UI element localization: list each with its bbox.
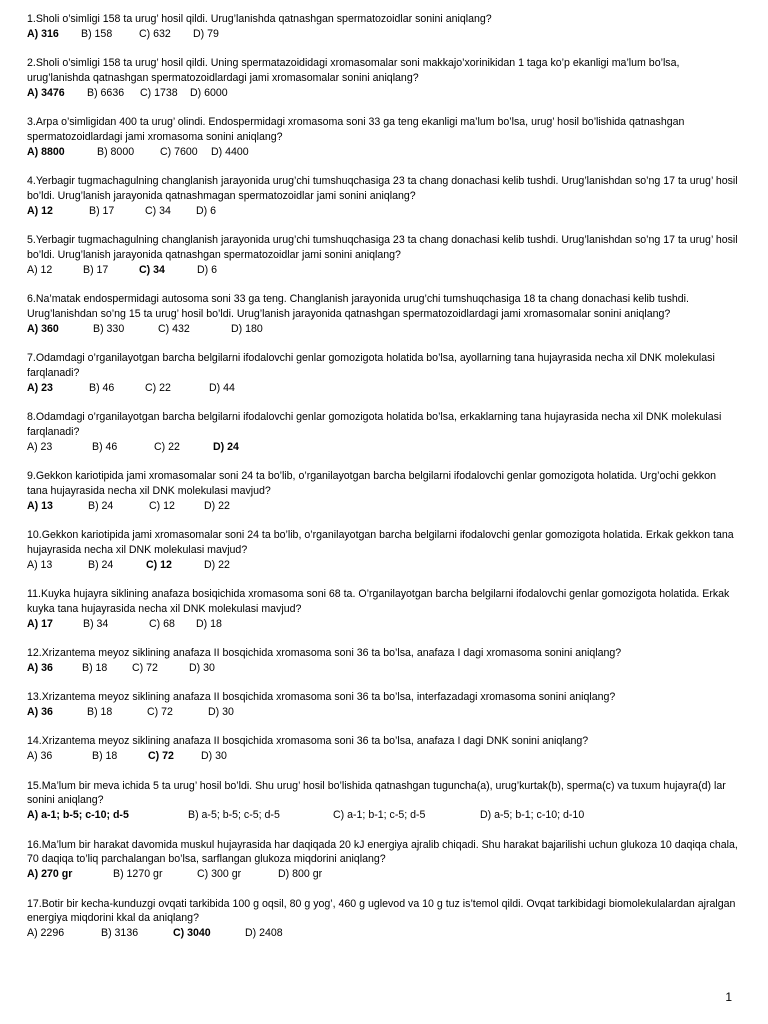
answer-option: C) 68 [149, 617, 175, 630]
answer-options [27, 263, 739, 278]
answer-option: C) a-1; b-1; c-5; d-5 [333, 809, 426, 822]
answer-option-correct: A) 8800 [27, 145, 65, 158]
question-text: 7.Odamdagi o’rganilayotgan barcha belgilarni ifodalovchi genlar gomozigota holatida bo’lsa, ayollarning tana hujayrasida necha xil DNK molekulasi farqlanadi? [27, 352, 715, 379]
answer-option: A) 2296 [27, 927, 65, 940]
question-text: 17.Botir bir kecha-kunduzgi ovqati tarkibida 100 g oqsil, 80 g yog’, 460 g uglevod va 10 g tuz is’temol qildi. Ovqat tarkibidagi biomolekulalardan ajralgan energiya miqdorini kkal da aniqlang? [27, 897, 736, 925]
question-text: 13.Xrizantema meyoz siklining anafaza II bosqichida xromasoma soni 36 ta bo’lsa, interfazadagi xromasoma sonini aniqlang? [27, 691, 616, 704]
answer-option-correct: A) a-1; b-5; c-10; d-5 [27, 809, 129, 822]
question-block [27, 233, 739, 277]
question-block [27, 469, 739, 513]
answer-options [27, 926, 739, 941]
question-text: 4.Yerbagir tugmachagulning changlanish jarayonida urug’chi tumshuqchasiga 23 ta chang donachasi kelib tushdi. Urug’lanishdan so’ng 17 ta urug’ hosil bo’ldi. Urug’lanish jarayonida qatnashmagan spermatozoidlar jami sonini aniqlang? [27, 175, 738, 202]
answer-option-correct: A) 13 [27, 499, 53, 512]
answer-option: B) a-5; b-5; c-5; d-5 [188, 809, 280, 822]
answer-option: D) 180 [231, 322, 263, 335]
answer-option: D) a-5; b-1; c-10; d-10 [480, 809, 585, 822]
answer-option: C) 72 [147, 706, 173, 719]
question-block [27, 587, 739, 631]
question-text: 1.Sholi o’simligi 158 ta urug’ hosil qildi. Urug’lanishda qatnashgan spermatozoidlar sonini aniqlang? [27, 13, 492, 25]
answer-option-correct: D) 24 [213, 440, 239, 453]
answer-option: C) 72 [132, 661, 158, 674]
answer-option: B) 18 [87, 706, 113, 719]
answer-option: A) 23 [27, 440, 53, 453]
answer-option-correct: C) 34 [139, 263, 165, 276]
answer-option: D) 22 [204, 558, 230, 571]
answer-option: C) 432 [158, 322, 190, 335]
answer-option: D) 79 [193, 27, 219, 40]
question-block [27, 410, 739, 454]
answer-option: A) 36 [27, 750, 53, 763]
question-block [27, 690, 739, 720]
answer-option-correct: A) 3476 [27, 86, 65, 99]
answer-option: D) 6 [196, 204, 217, 217]
answer-option-correct: A) 23 [27, 381, 53, 394]
answer-option: D) 4400 [211, 145, 249, 158]
answer-options [27, 867, 739, 882]
question-block [27, 646, 739, 676]
answer-option-correct: C) 12 [146, 558, 172, 571]
answer-options [27, 558, 739, 573]
answer-option: D) 30 [189, 661, 215, 674]
answer-option: B) 8000 [97, 145, 135, 158]
question-text: 16.Ma’lum bir harakat davomida muskul hujayrasida har daqiqada 20 kJ energiya ajralib chiqadi. Shu harakat bajarilishi uchun glukoza 10 daqiqa chala, 70 daqiqa to’liq parchalangan bo’lsa, sarflangan glukoza miqdorini aniqlang? [27, 838, 738, 866]
answer-option: B) 46 [89, 381, 115, 394]
answer-option: D) 30 [208, 706, 234, 719]
question-text: 6.Na’matak endospermidagi autosoma soni 33 ga teng. Changlanish jarayonida urug’chi tumshuqchasiga 18 ta chang donachasi kelib tushdi. Urug’lanishdan so’ng 15 ta urug’ hosil bo’ldi. Urug’lanish jarayonida qatnashgan spermatozoidlardagi jami xromasomalar sonini aniqlang? [27, 293, 689, 320]
answer-option: B) 158 [81, 27, 113, 40]
answer-option-correct: A) 36 [27, 706, 53, 719]
answer-option: B) 17 [89, 204, 115, 217]
answer-options [27, 808, 739, 823]
answer-option-correct: A) 316 [27, 27, 59, 40]
answer-option: D) 6 [197, 263, 218, 276]
answer-option: B) 330 [93, 322, 125, 335]
answer-option: B) 17 [83, 263, 109, 276]
answer-option: C) 300 gr [197, 868, 242, 881]
question-text: 3.Arpa o’simligidan 400 ta urug’ olindi. Endospermidagi xromasoma soni 33 ga teng ekanligi ma’lum bo’lsa, urug’ hosil bo’lishida qatnashgan spermatozoidlardagi jami xromasoma sonini aniqlang? [27, 116, 685, 143]
question-text: 5.Yerbagir tugmachagulning changlanish jarayonida urug’chi tumshuqchasiga 23 ta chang donachasi kelib tushdi. Urug’lanishdan so’ng 17 ta urug’ hosil bo’ldi. Urug’lanish jarayonida qatnashgan spermatozoidlar jami sonini aniqlang? [27, 234, 738, 261]
answer-option-correct: C) 72 [148, 750, 174, 763]
answer-options [27, 381, 739, 396]
answer-option: B) 46 [92, 440, 118, 453]
question-block [27, 897, 739, 941]
answer-option-correct: A) 36 [27, 661, 53, 674]
question-text: 14.Xrizantema meyoz siklining anafaza II bosqichida xromasoma soni 36 ta bo’lsa, anafaza I dagi DNK sonini aniqlang? [27, 735, 589, 748]
answer-options [27, 322, 739, 337]
answer-option: D) 2408 [245, 927, 283, 940]
answer-option: A) 13 [27, 558, 53, 571]
answer-option-correct: A) 270 gr [27, 868, 73, 881]
answer-option: B) 24 [88, 499, 114, 512]
answer-option: C) 22 [154, 440, 180, 453]
answer-options [27, 705, 739, 720]
question-text: 15.Ma’lum bir meva ichida 5 ta urug’ hosil bo’ldi. Shu urug’ hosil bo’lishida qatnashgan tuguncha(a), urug’kurtak(b), sperma(c) va tuxum hujayra(d) lar sonini aniqlang? [27, 779, 726, 807]
answer-option: C) 22 [145, 381, 171, 394]
answer-options [27, 27, 739, 42]
question-block [27, 12, 739, 42]
answer-option: B) 6636 [87, 86, 125, 99]
answer-options [27, 440, 739, 455]
question-block [27, 56, 739, 100]
answer-option-correct: A) 360 [27, 322, 59, 335]
answer-option: D) 30 [201, 750, 227, 763]
question-block [27, 779, 739, 823]
document-page [27, 12, 739, 956]
answer-option: B) 18 [82, 661, 108, 674]
question-text: 8.Odamdagi o’rganilayotgan barcha belgilarni ifodalovchi genlar gomozigota holatida bo’lsa, erkaklarning tana hujayrasida necha xil DNK molekulasi farqlanadi? [27, 411, 722, 438]
answer-option: D) 22 [204, 499, 230, 512]
answer-options [27, 204, 739, 219]
answer-option: B) 34 [83, 617, 109, 630]
answer-option: C) 34 [145, 204, 171, 217]
answer-options [27, 617, 739, 632]
answer-options [27, 499, 739, 514]
answer-option: C) 1738 [140, 86, 178, 99]
answer-option: B) 1270 gr [113, 868, 163, 881]
answer-options [27, 749, 739, 764]
answer-option: D) 44 [209, 381, 235, 394]
answer-option-correct: C) 3040 [173, 927, 211, 940]
question-block [27, 734, 739, 764]
page-number: 1 [725, 990, 732, 1004]
question-text: 2.Sholi o’simligi 158 ta urug’ hosil qildi. Uning spermatazoididagi xromasomalar soni makkajo’xorinikidan 1 taga ko’p ekanligi ma’lum bo’lsa, urug’lanishda qatnashgan spermatozoidlardagi jami xromasomalar sonini aniqlang? [27, 57, 680, 84]
answer-option: D) 6000 [190, 86, 228, 99]
answer-option: A) 12 [27, 263, 53, 276]
answer-option: B) 24 [88, 558, 114, 571]
answer-option-correct: A) 12 [27, 204, 53, 217]
answer-option-correct: A) 17 [27, 617, 53, 630]
answer-option: C) 632 [139, 27, 171, 40]
answer-option: B) 3136 [101, 927, 139, 940]
answer-options [27, 661, 739, 676]
question-text: 10.Gekkon kariotipida jami xromasomalar soni 24 ta bo’lib, o’rganilayotgan barcha belgilarni ifodalovchi genlar gomozigota holatida. Erkak gekkon tana hujayrasida necha xil DNK molekulasi mavjud? [27, 529, 734, 556]
question-text: 12.Xrizantema meyoz siklining anafaza II bosqichida xromasoma soni 36 ta bo’lsa, anafaza I dagi xromasoma sonini aniqlang? [27, 647, 622, 660]
answer-option: D) 800 gr [278, 868, 323, 881]
question-block [27, 115, 739, 159]
answer-options [27, 86, 739, 101]
question-block [27, 351, 739, 395]
question-block [27, 174, 739, 218]
answer-option: C) 12 [149, 499, 175, 512]
question-text: 11.Kuyka hujayra siklining anafaza bosiqichida xromasoma soni 68 ta. O’rganilayotgan barcha belgilarni ifodalovchi genlar gomozigota holatida. Erkak kuyka tana hujayrasida necha xil DNK molekulasi mavjud? [27, 588, 730, 615]
answer-option: B) 18 [92, 750, 118, 763]
question-block [27, 528, 739, 572]
answer-option: C) 7600 [160, 145, 198, 158]
answer-options [27, 145, 739, 160]
question-block [27, 292, 739, 336]
question-text: 9.Gekkon kariotipida jami xromasomalar soni 24 ta bo’lib, o’rganilayotgan barcha belgilarni ifodalovchi genlar gomozigota holatida. Urg’ochi gekkon tana hujayrasida necha xil DNK molekulasi mavjud? [27, 470, 716, 497]
question-block [27, 838, 739, 882]
answer-option: D) 18 [196, 617, 222, 630]
